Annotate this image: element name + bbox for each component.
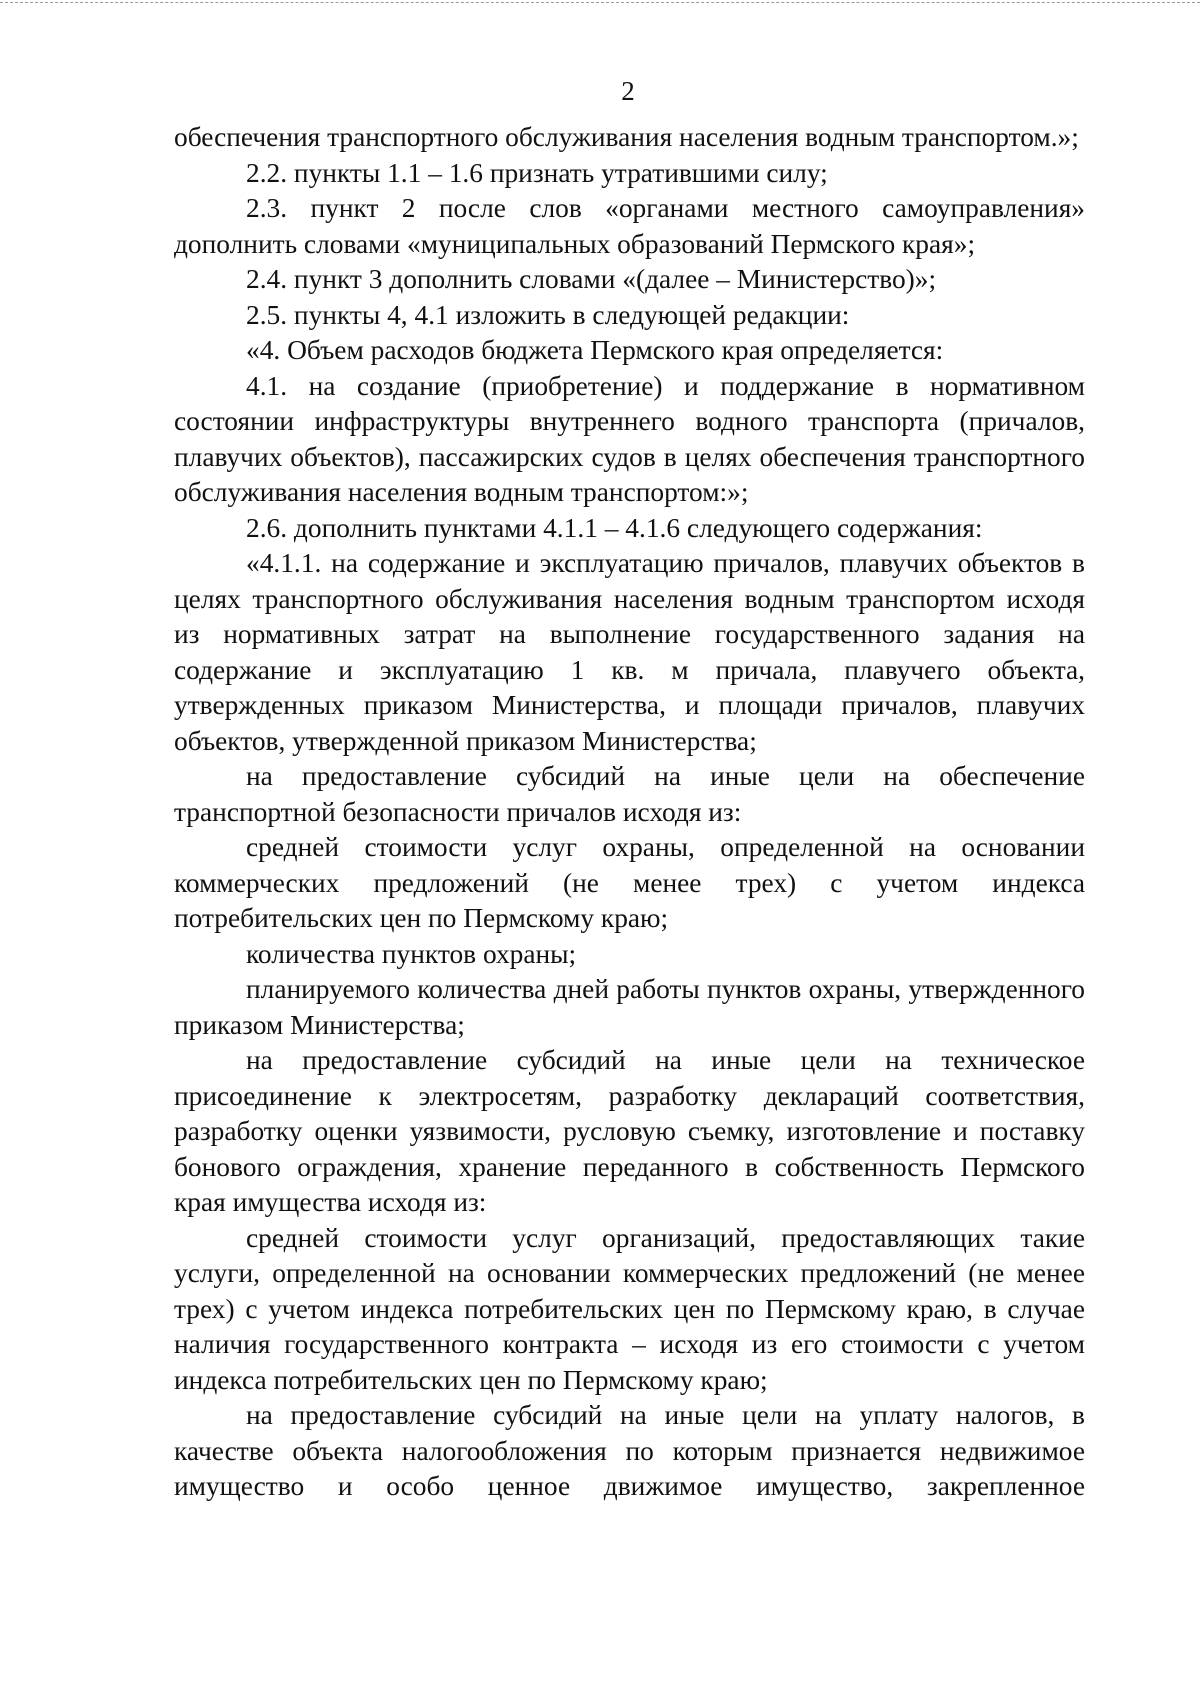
paragraph-security-subsidy: на предоставление субсидий на иные цели на обеспечение транспортной безопасности причалов исходя из: xyxy=(174,761,1085,827)
paragraph-item-2-2: 2.2. пункты 1.1 – 1.6 признать утратившими силу; xyxy=(246,157,828,188)
paragraph-item-2-5: 2.5. пункты 4, 4.1 изложить в следующей редакции: xyxy=(246,299,850,330)
paragraph-continuation: обеспечения транспортного обслуживания населения водным транспортом.»; xyxy=(174,122,1079,152)
paragraph-security-days: планируемого количества дней работы пунктов охраны, утвержденного приказом Министерства; xyxy=(174,974,1085,1040)
page-number: 2 xyxy=(621,76,635,106)
document-body xyxy=(174,120,1085,1505)
paragraph-item-2-6: 2.6. дополнить пунктами 4.1.1 – 4.1.6 следующего содержания: xyxy=(246,512,983,543)
paragraph-security-cost: средней стоимости услуг охраны, определенной на основании коммерческих предложений (не менее трех) с учетом индекса потребительских цен по Пермскому краю; xyxy=(174,832,1085,933)
paragraph-tax-subsidy: на предоставление субсидий на иные цели на уплату налогов, в качестве объекта налогообложения по которым признается недвижимое имущество и особо ценное движимое имущество, закрепленное xyxy=(174,1400,1085,1501)
paragraph-item-2-3: 2.3. пункт 2 после слов «органами местного самоуправления» дополнить словами «муниципальных образований Пермского края»; xyxy=(174,193,1085,259)
paragraph-item-4-1: 4.1. на создание (приобретение) и поддержание в нормативном состоянии инфраструктуры внутреннего водного транспорта (причалов, плавучих объектов), пассажирских судов в целях обеспечения транспортного обслуживания населения водным транспортом:»; xyxy=(174,370,1085,507)
scan-top-edge xyxy=(0,2,1200,3)
paragraph-item-4: «4. Объем расходов бюджета Пермского края определяется: xyxy=(246,335,944,365)
paragraph-security-posts: количества пунктов охраны; xyxy=(246,938,577,969)
paragraph-technical-subsidy: на предоставление субсидий на иные цели на техническое присоединение к электросетям, разработку деклараций соответствия, разработку оценки уязвимости, русловую съемку, изготовление и поставку бонового ограждения, хранение переданного в собственность Пермского края имущества исходя из: xyxy=(174,1045,1085,1217)
paragraph-technical-cost: средней стоимости услуг организаций, предоставляющих такие услуги, определенной на основании коммерческих предложений (не менее трех) с учетом индекса потребительских цен по Пермскому краю, в случае наличия государственного контракта – исходя из его стоимости с учетом индекса потребительских цен по Пермскому краю; xyxy=(174,1222,1085,1395)
paragraph-item-2-4: 2.4. пункт 3 дополнить словами «(далее – Министерство)»; xyxy=(246,264,937,294)
paragraph-item-4-1-1: «4.1.1. на содержание и эксплуатацию причалов, плавучих объектов в целях транспортного обслуживания населения водным транспортом исходя из нормативных затрат на выполнение государственного задания на содержание и эксплуатацию 1 кв. м причала, плавучего объекта, утвержденных приказом Министерства, и площади причалов, плавучих объектов, утвержденной приказом Министерства; xyxy=(174,548,1085,756)
